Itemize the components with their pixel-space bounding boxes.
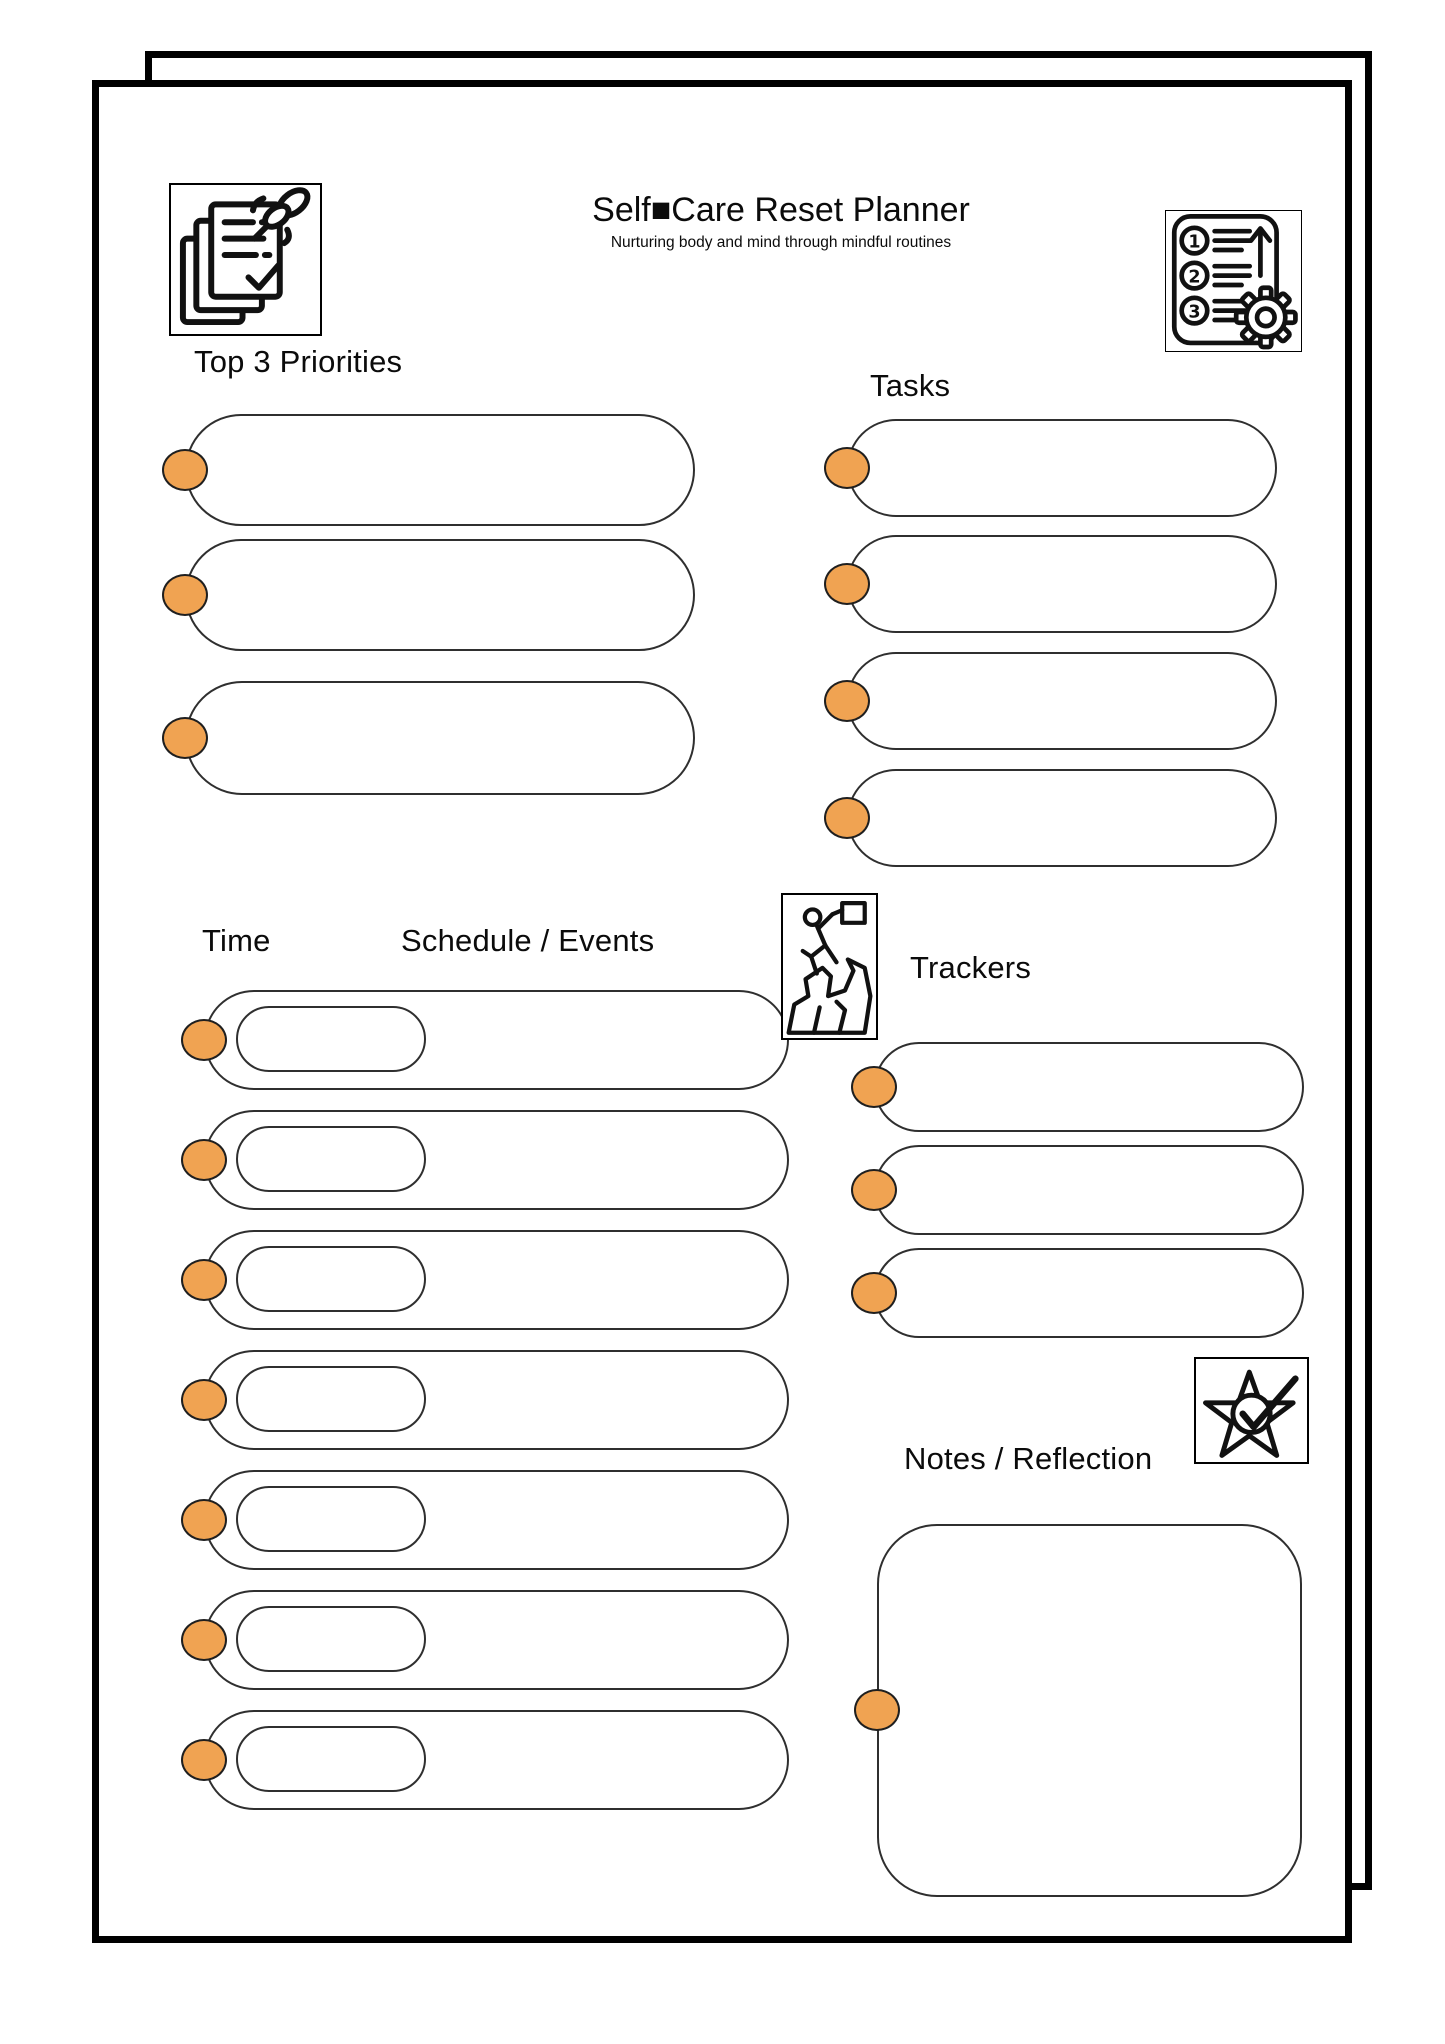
trackers-heading: Trackers	[910, 950, 1032, 985]
bullet-dot	[851, 1169, 897, 1211]
bullet-dot	[824, 680, 870, 722]
bullet-dot	[162, 574, 208, 616]
gear-icon	[1236, 288, 1295, 347]
mountain-climber-icon	[781, 893, 878, 1040]
time-heading: Time	[202, 923, 271, 958]
schedule-row	[204, 1350, 789, 1450]
schedule-row	[204, 1590, 789, 1690]
task-field[interactable]	[847, 769, 1277, 867]
bullet-dot	[181, 1019, 227, 1061]
schedule-row	[204, 1230, 789, 1330]
priority-field[interactable]	[185, 539, 695, 651]
notes-pushpin-icon	[169, 183, 322, 336]
schedule-row	[204, 1470, 789, 1570]
page-title: Self■Care Reset Planner	[592, 191, 970, 229]
bullet-dot	[851, 1272, 897, 1314]
list-number-3: 3	[1188, 302, 1201, 323]
schedule-row	[204, 990, 789, 1090]
time-field[interactable]	[236, 1366, 426, 1432]
bullet-dot	[162, 449, 208, 491]
priorities-heading: Top 3 Priorities	[194, 344, 403, 379]
priority-field[interactable]	[185, 414, 695, 526]
bullet-dot	[181, 1499, 227, 1541]
schedule-events-heading: Schedule / Events	[401, 923, 655, 958]
time-field[interactable]	[236, 1486, 426, 1552]
time-field[interactable]	[236, 1246, 426, 1312]
bullet-dot	[181, 1379, 227, 1421]
tracker-field[interactable]	[874, 1042, 1304, 1132]
bullet-dot	[181, 1619, 227, 1661]
tracker-field[interactable]	[874, 1248, 1304, 1338]
bullet-dot	[162, 717, 208, 759]
time-field[interactable]	[236, 1006, 426, 1072]
list-number-2: 2	[1188, 267, 1201, 288]
task-field[interactable]	[847, 535, 1277, 633]
star-checkmark-icon	[1194, 1357, 1309, 1464]
time-field[interactable]	[236, 1126, 426, 1192]
bullet-dot	[824, 797, 870, 839]
bullet-dot	[824, 563, 870, 605]
bullet-dot	[181, 1739, 227, 1781]
tasks-heading: Tasks	[870, 368, 951, 403]
numbered-list-gear-icon	[1165, 210, 1302, 352]
page-subtitle: Nurturing body and mind through mindful routines	[610, 234, 952, 251]
bullet-dot	[181, 1139, 227, 1181]
tracker-field[interactable]	[874, 1145, 1304, 1235]
notes-field[interactable]	[877, 1524, 1302, 1897]
time-field[interactable]	[236, 1726, 426, 1792]
notes-heading: Notes / Reflection	[904, 1441, 1153, 1476]
priority-field[interactable]	[185, 681, 695, 795]
schedule-row	[204, 1710, 789, 1810]
task-field[interactable]	[847, 419, 1277, 517]
bullet-dot	[854, 1689, 900, 1731]
bullet-dot	[181, 1259, 227, 1301]
bullet-dot	[824, 447, 870, 489]
schedule-row	[204, 1110, 789, 1210]
bullet-dot	[851, 1066, 897, 1108]
list-number-1: 1	[1188, 232, 1201, 253]
task-field[interactable]	[847, 652, 1277, 750]
page-sheet	[92, 80, 1352, 1943]
time-field[interactable]	[236, 1606, 426, 1672]
